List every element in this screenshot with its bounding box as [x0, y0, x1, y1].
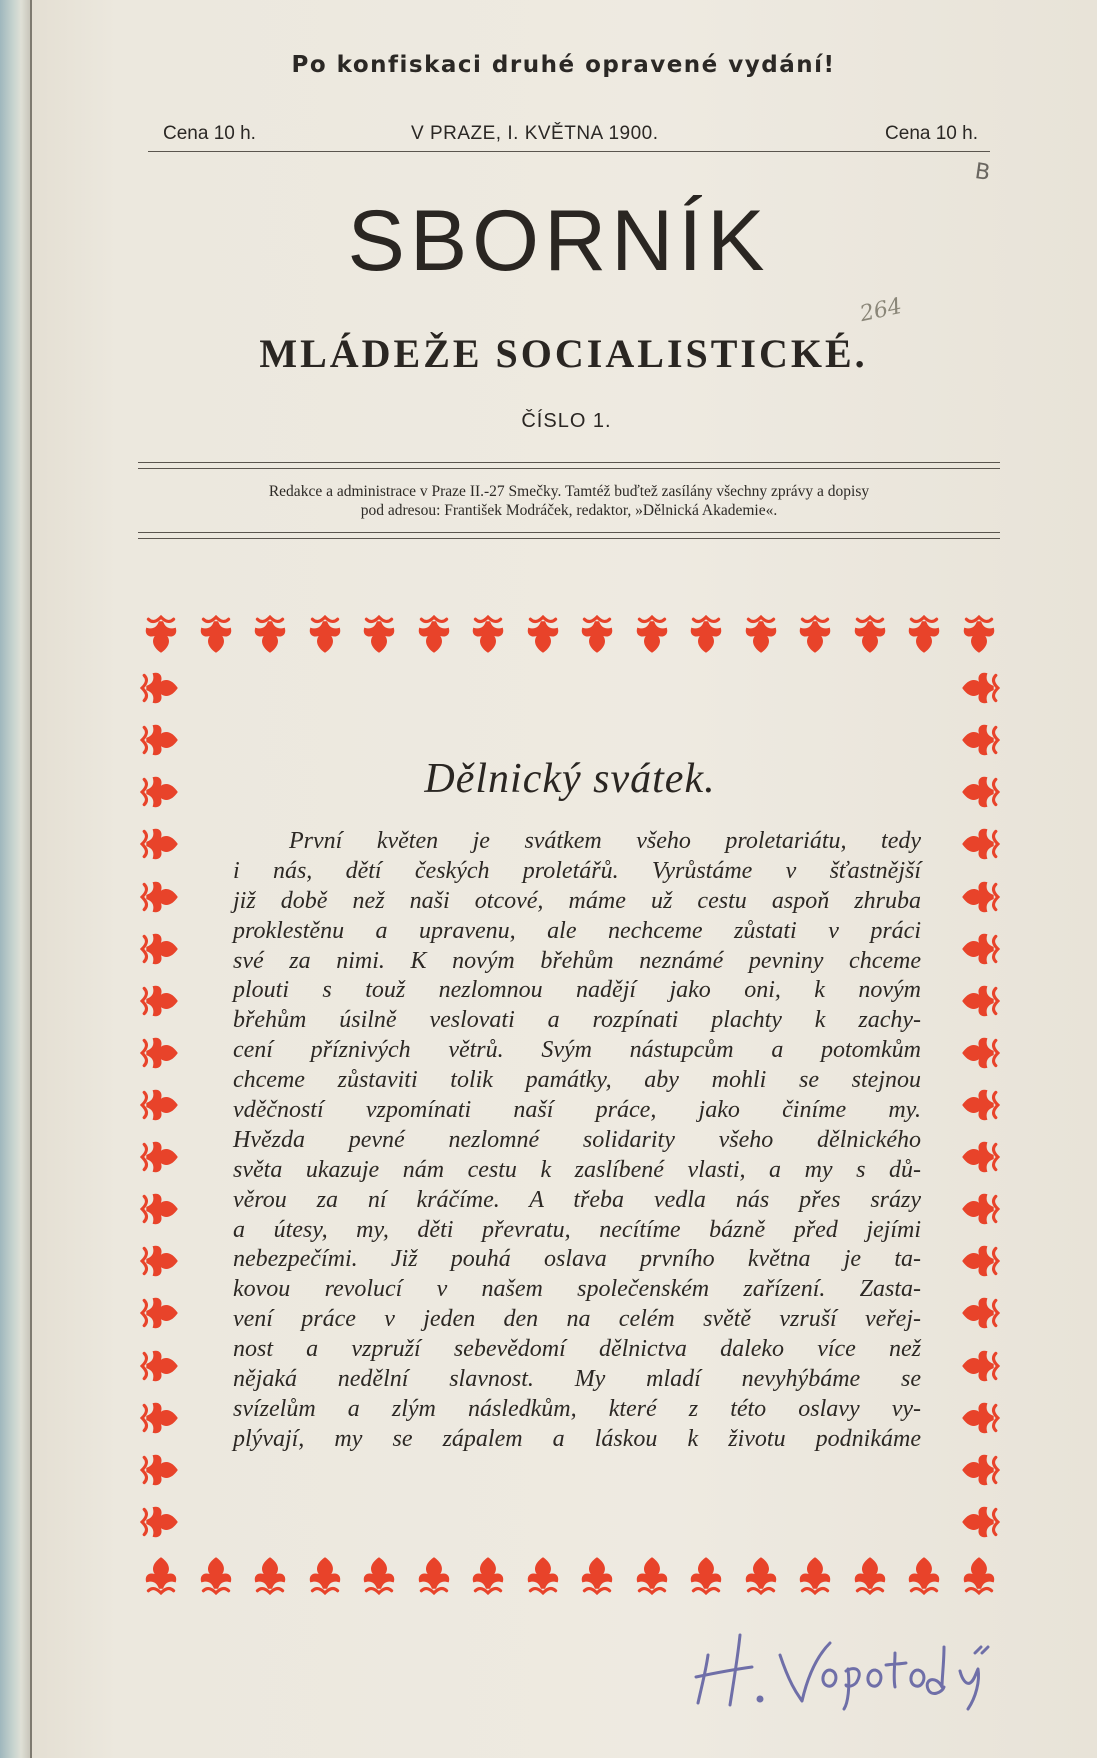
article-line: svízelům a zlým následkům, které z této oslavy vy-: [233, 1395, 921, 1422]
issue-number: ČÍSLO 1.: [521, 410, 612, 432]
corner-handwritten-mark: B: [973, 159, 992, 186]
leaf-ornament-icon: [522, 615, 564, 657]
article-line: Hvězda pevné nezlomné solidarity všeho dělnického: [233, 1126, 921, 1153]
dateline: [163, 123, 978, 151]
leaf-ornament-icon: [140, 823, 182, 865]
article-line: nost a vzpruží sebevědomí dělnictva daleko více než: [233, 1336, 921, 1363]
leaf-ornament-icon: [576, 1553, 618, 1595]
leaf-ornament-icon: [958, 823, 1000, 865]
place-date: V PRAZE, I. KVĚTNA 1900.: [411, 123, 659, 144]
leaf-ornament-icon: [249, 1553, 291, 1595]
leaf-ornament-icon: [958, 1345, 1000, 1387]
leaf-ornament-icon: [140, 980, 182, 1022]
info-rule-top: [138, 462, 1000, 469]
editorial-info: [138, 482, 1000, 520]
leaf-ornament-icon: [140, 1032, 182, 1074]
leaf-ornament-icon: [631, 1553, 673, 1595]
leaf-ornament-icon: [467, 1553, 509, 1595]
article-body: [233, 827, 921, 1455]
article-line: světa ukazuje nám cestu k zaslíbené vlasti, a my s dů-: [233, 1156, 921, 1183]
leaf-ornament-icon: [140, 1449, 182, 1491]
leaf-ornament-icon: [958, 980, 1000, 1022]
leaf-ornament-icon: [958, 1397, 1000, 1439]
leaf-ornament-icon: [140, 1136, 182, 1178]
article-line: své za nimi. K novým břehům neznámé pevniny chceme: [233, 947, 921, 974]
leaf-ornament-icon: [958, 1292, 1000, 1334]
leaf-ornament-icon: [958, 1136, 1000, 1178]
leaf-ornament-icon: [958, 1084, 1000, 1126]
dateline-rule: [148, 151, 990, 152]
leaf-ornament-icon: [140, 1397, 182, 1439]
leaf-ornament-icon: [140, 1292, 182, 1334]
leaf-ornament-icon: [304, 1553, 346, 1595]
leaf-ornament-icon: [195, 1553, 237, 1595]
leaf-ornament-icon: [140, 1188, 182, 1230]
leaf-ornament-icon: [140, 667, 182, 709]
leaf-ornament-icon: [467, 615, 509, 657]
leaf-ornament-icon: [740, 615, 782, 657]
leaf-ornament-icon: [685, 1553, 727, 1595]
leaf-ornament-icon: [903, 615, 945, 657]
info-rule-bottom: [138, 532, 1000, 539]
leaf-ornament-icon: [849, 615, 891, 657]
leaf-ornament-icon: [358, 615, 400, 657]
leaf-ornament-icon: [522, 1553, 564, 1595]
editorial-info-line: Redakce a administrace v Praze II.-27 Smečky. Tamtéž buďtež zasílány všechny zprávy a dopisy: [268, 483, 870, 500]
leaf-ornament-icon: [140, 876, 182, 918]
leaf-ornament-icon: [140, 1084, 182, 1126]
confiscation-notice: Po konfiskaci druhé opravené vydání!: [291, 52, 836, 78]
leaf-ornament-icon: [631, 615, 673, 657]
leaf-ornament-icon: [794, 615, 836, 657]
article-line: nebezpečími. Již pouhá oslava prvního května je ta-: [233, 1246, 921, 1273]
pencil-number: 264: [857, 293, 905, 328]
article-line: břehům úsilně veslovati a rozpínati plachty k zachy-: [233, 1007, 921, 1034]
leaf-ornament-icon: [140, 615, 182, 657]
article-line: již době než naši otcové, máme už cestu aspoň zhruba: [233, 887, 921, 914]
leaf-ornament-icon: [958, 615, 1000, 657]
leaf-ornament-icon: [958, 667, 1000, 709]
article-line: nějaká nedělní slavnost. My mladí nevyhýbáme se: [233, 1366, 921, 1393]
leaf-ornament-icon: [958, 1188, 1000, 1230]
leaf-ornament-icon: [249, 615, 291, 657]
article-line: plouti s touž nezlomnou nadějí jako oni, k novým: [233, 977, 921, 1004]
leaf-ornament-icon: [958, 1032, 1000, 1074]
leaf-ornament-icon: [358, 1553, 400, 1595]
leaf-ornament-icon: [958, 1553, 1000, 1595]
price-right: Cena 10 h.: [885, 123, 978, 144]
leaf-ornament-icon: [740, 1553, 782, 1595]
masthead-title: SBORNÍK: [347, 193, 770, 289]
article-line: vení práce v jeden den na celém světě vzruší veřej-: [233, 1306, 921, 1333]
leaf-ornament-icon: [140, 1345, 182, 1387]
leaf-ornament-icon: [413, 1553, 455, 1595]
leaf-ornament-icon: [958, 876, 1000, 918]
article-line: i nás, dětí českých proletářů. Vyrůstáme v šťastnější: [233, 857, 921, 884]
article-line: věrou za ní kráčíme. A třeba vedla nás přes srázy: [233, 1186, 921, 1213]
leaf-ornament-icon: [958, 1240, 1000, 1282]
article-line: proklestěnu a upravenu, ale nechceme zůstati v práci: [233, 917, 921, 944]
editorial-info-line: pod adresou: František Modráček, redaktor, »Dělnická Akademie«.: [360, 502, 778, 519]
article-title: Dělnický svátek.: [424, 756, 716, 802]
article-line: plývají, my se zápalem a láskou k životu podnikáme: [233, 1425, 921, 1452]
leaf-ornament-icon: [195, 615, 237, 657]
article-line: kovou revolucí v našem společenském zařízení. Zasta-: [233, 1276, 921, 1303]
leaf-ornament-icon: [140, 1553, 182, 1595]
leaf-ornament-icon: [576, 615, 618, 657]
leaf-ornament-icon: [140, 1501, 182, 1543]
leaf-ornament-icon: [958, 1501, 1000, 1543]
article-line: vděčností vzpomínati naší práce, jako činíme my.: [233, 1097, 921, 1124]
leaf-ornament-icon: [304, 615, 346, 657]
leaf-ornament-icon: [685, 615, 727, 657]
masthead-subtitle: MLÁDEŽE SOCIALISTICKÉ.: [259, 331, 868, 376]
leaf-ornament-icon: [794, 1553, 836, 1595]
leaf-ornament-icon: [958, 1449, 1000, 1491]
signature-handwriting: [690, 1625, 1020, 1715]
leaf-ornament-icon: [413, 615, 455, 657]
leaf-ornament-icon: [849, 1553, 891, 1595]
leaf-ornament-icon: [140, 928, 182, 970]
leaf-ornament-icon: [140, 1240, 182, 1282]
article-line: cení příznivých větrů. Svým nástupcům a potomkům: [233, 1037, 921, 1064]
article-line: První květen je svátkem všeho proletariátu, tedy: [289, 828, 921, 854]
leaf-ornament-icon: [903, 1553, 945, 1595]
article-line: chceme zůstaviti tolik památky, aby mohli se stejnou: [233, 1067, 921, 1094]
leaf-ornament-icon: [958, 928, 1000, 970]
price-left: Cena 10 h.: [163, 123, 256, 144]
article-line: a útesy, my, děti převratu, necítíme bázně před jejími: [233, 1216, 921, 1243]
